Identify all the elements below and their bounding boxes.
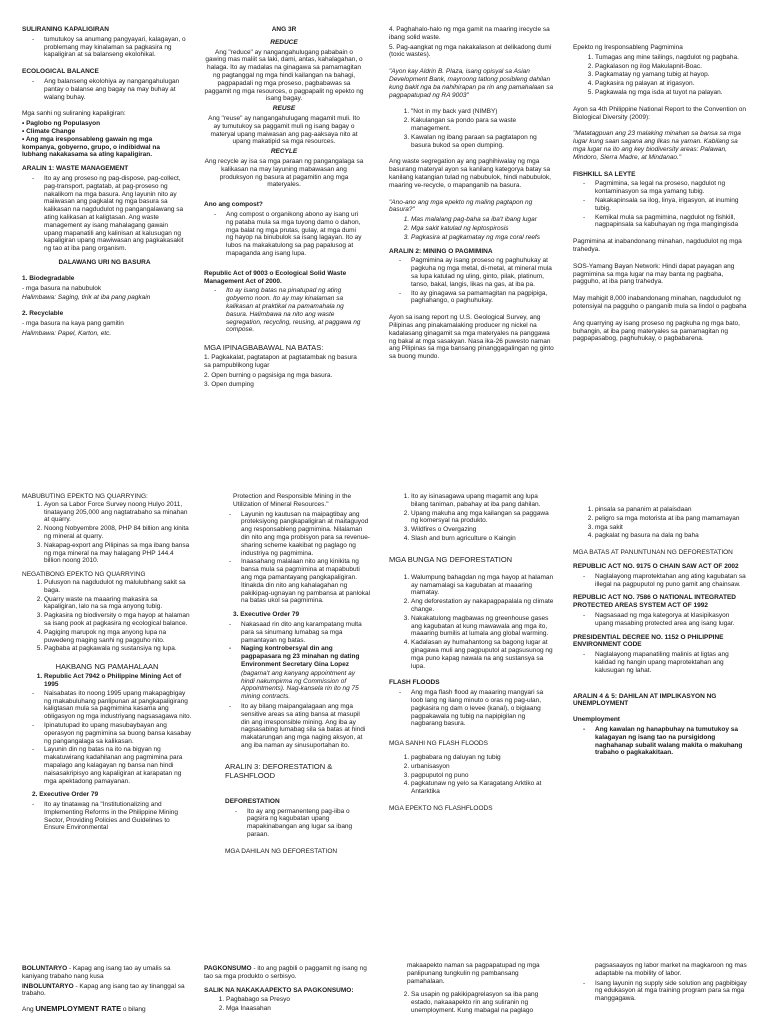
unemployment-list [573,726,749,757]
list-item: 4. Pagiging marupok ng mga anyong lupa na puwedeng maging sanhi ng pagguho nito. [44,629,192,645]
list-item: - Kemikal mula sa pagmimina, nagdulot ng fishkill, nagpapinsala sa kabuhayan ng mga mangingisda [595,214,749,230]
ecological-list [22,78,187,101]
list-item: 4. Pagkasira ng palayan at irigasyon. [595,80,749,88]
deforestation-list [225,808,370,839]
epekto-quote: "Ano-ano ang mga epekto ng maling pagtapon ng basura?" [389,198,533,214]
heading-epekto-iresponsable: Epekto ng Iresponsableng Pagmimina [573,44,683,51]
recyclable-label: 2. Recyclable [22,310,64,318]
heading-aralin45: ARALIN 4 & 5: DAHILAN AT IMPLIKASYON NG UNEMPLOYMENT [573,692,717,708]
list-item: - Naglalayong mapanatiling malinis at ligtas ang kalidad ng hangin upang maprotektahan ang kalusugan ng lahat. [595,651,749,674]
list-item: - Ipinatutupad ito upang masubaybayan ang operasyon ng pagmimina sa buong bansa kasabay ng pangangalaga sa kalikasan. [44,722,192,745]
recycle-text: Ang recycle ay isa sa mga paraan ng pangangalaga sa kalikasan na may layuning mabawasan ang produksyon ng basura at pagamitin ang mga materyales. [204,157,364,189]
heading-mabubuting: MABUBUTING EPEKTO NG QUARRYING: [22,493,148,500]
epekto-flash-list [573,506,749,540]
list-item: - Nakakapinsala sa ilog, linya, irigasyon, at inuming tubig. [595,197,749,213]
list-item: 3. mga sakit [595,524,749,532]
heading-ecological: ECOLOGICAL BALANCE [22,68,99,76]
heading-aralin3: ARALIN 3: DEFORESTATION & FLASHFLOOD [225,761,333,780]
rate-prefix: Ang [22,1006,36,1014]
heading-ra7942: 1. Republic Act 7942 o Philippine Mining Act of 1995 [44,673,192,689]
list-item: 3. pagpuputol ng puno [411,772,555,780]
boluntaryo-label: BOLUNTARYO [22,965,68,972]
aralin1-list [22,175,187,253]
list-item: 2. Noong Nobyembre 2008, PHP 84 billion ang kinita ng mineral at quarry. [44,525,192,541]
list-item: 1. pinsala sa pananim at palaisdaan [595,506,749,514]
top-col-3 [389,26,555,446]
mga-sanhi-list [22,120,187,159]
pd1152-list [573,651,749,674]
boluntaryo-text [22,965,192,981]
reasons-list [389,108,555,149]
item-4: 4. Paghahalo-halo ng mga gamit na maaring irecycle sa ibang solid waste. [389,26,550,41]
heading-hakbang: HAKBANG NG PAMAHALAAN [55,662,159,672]
sensitive-list [225,703,370,750]
ra7586-list [573,612,749,628]
heading-ra9175: REPUBLIC ACT NO. 9175 O CHAIN SAW ACT OF 2002 [573,562,739,570]
list-item: - Ito ay bilang maipangalagaan ang mga sensitive areas sa ating bansa at masupil din ang irresponsible mining. Ang iba ay nagsasabing lumabag sila sa batas at hindi makatarungan ang mga naging aksyon, at ang iba naman ay sinusuportahan ito. [241,703,370,750]
list-item: - Layunin din ng batas na ito na bigyan ng makatuwirang kadahilanan ang pagmimina para mapalago ang kalagayan ng bansa nan hindi naisasakripisyo ang kapaligiran at karapatan ng mga apektadong pamayanan. [44,746,192,785]
biodegradable-desc: - mga basura na nabubulok [22,284,102,292]
recyclable-example: Halimbawa: Papel, Karton, etc. [22,329,112,337]
ayon-text: Ayon sa 4th Philippine National Report to the Convention on Biological Diversity (2009): [573,105,746,121]
list-item: - Isang layunin ng supply side solution ang pagbibigay ng edukasyon at mga training program para sa mga manggagawa. [595,980,749,1003]
rate-label: UNEMPLOYMENT RATE [35,1004,122,1014]
list-item: 1. Pagkakalat, pagtatapon at pagtatambak ng basura sa pampublikong lugar [204,354,357,369]
bottom-col3-text: makaapekto naman sa pagpapatupad ng mga panlipunang tungkulin ng pambansang pamahalaan. [407,962,540,985]
heading-salik: SALIK NA NAKAKAAPEKTO SA PAGKONSUMO: [204,986,354,994]
list-item: - Ito ay ang proseso ng pag-dispose, pag-collect, pag-transport, pagtatab, at pag-proseso ng nakalikom na mga basura. Ang layunin nito ay maiiwasan ang pagkalat ng mga basura sa kalikasan na nagdudulot ng pangangalawang sa ating kalikasan at kaligtasan. Ang waste management ay isang mahalagang gawain upang mapanatili ang kalinisan at kalusugan ng kapaligiran upang mawiwasan ang pagkakasakit ng tao at iba pang organism. [44,175,187,253]
pagkonsumo-desc: - ito ang pagbili o paggamit ng isang ng tao sa mga produkto o serbisyo. [204,965,367,980]
sanhi-flash-list [389,754,555,796]
bottom-col-2 [204,965,372,1023]
list-item: 3. Pagkasira ng biodiversity o mga hayop at halaman sa isang pook at pagkasira ng ecological balance. [44,612,192,628]
heading-aralin2: ARALIN 2: MINING O PAGMIMINA [389,247,493,255]
dahilan-list [389,493,555,543]
flash-list [389,689,555,728]
heading-unemployment: Unemployment [573,716,620,724]
recyclable-desc: - mga basura na kaya pang gamitin [22,319,124,327]
epekto-list [573,54,749,97]
list-item: 3. Open dumping [204,381,254,389]
eo79-3-list [225,621,370,669]
list-item: • Climate Change [22,127,76,135]
list-item: 1. "Not in my back yard (NIMBY) [411,108,555,116]
list-item: 1. Tumagas ang mine tailings, nagdulot ng pagbaha. [595,54,749,62]
boluntaryo-desc: - Kapag ang isang tao ay umalis sa kaniyang trabaho nang kusa [22,965,171,980]
pagkonsumo-text [204,965,372,981]
inboluntaryo-text [22,983,192,999]
heading-reduce: REDUCE [270,38,298,46]
bottom-col-4 [573,962,749,1023]
eo79-cont-list [225,511,370,606]
list-item: - Naisabatas ito noong 1995 upang makapagbigay ng makabuluhang panlipunan at pangkapaligirang kaligtasan mula sa pagmimina kasama ang obligasyon ng mga industriyang nagsasagawa nito. [44,690,192,721]
list-item: 5. Pagkawala ng mga isda at tuyot na palayan. [595,89,749,97]
paragraph: Ang quarrying ay isang proseso ng pagkuha ng mga bato, buhangin, at iba pang materyales sa pamamagitan ng pagpapasabog, paghuhukay, o pagbabarena. [573,319,740,343]
heading-dahilan: MGA DAHILAN NG DEFORESTATION [225,847,338,855]
heading-reuse: REUSE [272,105,296,113]
heading-compost: Ano ang compost? [204,201,263,209]
list-item: 2. Open burning o pagsisiga ng mga basura. [204,371,333,379]
list-item: 2. Pagkalason ng ilog Makulapnit-Boac. [595,63,749,71]
usgs-text: Ayon sa isang report ng U.S. Geological Survey, ang Pilipinas ang pinakamalaking producer ng nickel na kadalasang ginagamit sa mga materyales na panggawa ng bakal at mga sasakyan. Nasa ika-26 puwesto naman ang Pilipinas sa mga bansang pinanggagalingan ng ginto sa buong mundo. [389,314,554,361]
fishkill-list [573,180,749,229]
list-item: 3. Kawalan ng ibang paraan sa pagtatapon ng basura bukod sa open dumping. [411,134,555,150]
inboluntaryo-desc: - Kapag ang isang tao ay tinanggal sa trabaho. [22,982,185,998]
biodegradable-example: Halimbawa: Saging, tirik at iba pang pagkain [22,294,151,302]
suliranin-list [22,36,187,59]
item-5: 5. Pag-aangkat ng mga nakakalason at delikadong dumi (toxic wastes). [389,43,552,59]
list-item: - Naging kontrobersyal din ang pagpapasara ng 23 minahan ng dating Environment Secretary Gina Lopez [241,645,370,668]
heading-bunga: MGA BUNGA NG DEFORESTATION [389,554,513,564]
compost-list [204,211,364,258]
heading-eo79-3: 3. Executive Order 79 [233,611,300,619]
paragraph: Pagmimina at inabandonang minahan, nagdudulot ng mga trahedya. [573,238,742,253]
rate-suffix: o bilang [121,1006,146,1014]
list-item: - Ito ay isang batas na pinatupad ng ating gobyerno noon. Ito ay may kinalaman sa kalikasan at praktikal na pamamahala ng basura. Halimbawa na nito ang waste segregation, recycling, reusing, at paggawa ng compose. [226,287,364,334]
list-item: - Pagmimina, sa legal na proseso, nagdulot ng kontaminasyon sa mga yamang tubig. [595,180,749,196]
heading-sanhi-flash: MGA SANHI NG FLASH FLOODS [389,740,488,748]
list-item: 2. Mga Inaasahan [226,1005,372,1013]
unemployment-rate-text [22,1004,192,1014]
list-item: 1. Mas malalang pag-baha sa iba't ibang lugar [411,216,555,224]
list-item: 1. Ayon sa Labor Force Survey noong Hulyo 2011, tinatayang 205,000 ang nagtatrabaho sa minahan at quarry. [44,501,192,524]
list-item: 2. Kakulangan sa pondo para sa waste management. [411,117,555,133]
bottom-col4-text: pagsasaayos ng labor market na magkaroon ng mas adaptable na mobility of labor. [595,962,747,977]
bunga-list [389,574,555,671]
list-item: 2. Upang makuha ang mga kailangan sa paggawa ng komersyal na produkto. [411,510,555,526]
heading-flash-floods: FLASH FLOODS [389,679,440,687]
list-item: 2. Quarry waste na maaaring makasira sa kapaligiran, lalo na sa mga anyong tubig. [44,596,192,612]
list-item: 4. pagkatunaw ng yelo sa Karagatang Arktiko at Antarktika [411,780,555,796]
heading-ang-3r: ANG 3R [271,26,297,33]
list-item: 3. Pagkasira at pagkamatay ng mga coral reefs [411,234,555,242]
list-item: 2. Ang deforestation ay nakapagpapalala ng climate change. [411,598,555,614]
list-item: 2. urbanisasyon [411,763,555,771]
ipinagbabawal-list [204,354,364,389]
ra9003-list [204,287,364,334]
pagkonsumo-label: PAGKONSUMO [204,965,252,972]
bottom-col3-list [389,991,555,1014]
mabubuting-list [22,501,192,565]
top-col-4 [573,44,749,444]
list-item: 2. Sa usapin ng pakikipagrelasyon sa iba pang estado, nakaaapekto rin ang suliranin ng unemployment. Kung mabagal na paglago [411,991,555,1014]
list-item: - Ang mga flash flood ay maaaring mangyari sa loob lang ng ilang minuto o oras ng pag-ulan, pagkasira ng dam o levee (kanal), o biglaang pagpakawala ng tubig na napipigilan ng nagbarang basura. [411,689,555,728]
mid-col-3 [389,493,555,893]
salik-list [204,996,372,1013]
list-item: 1. Pagbabago sa Presyo [226,996,372,1004]
list-item: - Ito ay ginagawa sa pamamagitan na pagpipiga, paghahango, o paghuhukay. [411,290,555,306]
minahan-quote: "Matatagpuan ang 23 malaking minahan sa bansa sa mga lugar kung saan sagana ang likas na yaman. Kabilang sa mga lugar na ito ang key biodiversity areas: Palawan, Mindoro, Sierra Madre, at Mindanao." [573,130,741,161]
paragraph: SOS-Yamang Bayan Network: Hindi dapat payagan ang pagmimina sa mga lugar na may banta ng pagbaha, pagguho, at iba pang trahedya. [573,262,735,286]
list-item: 5. Pagbaba at pagkawala ng sustansiya ng lupa. [44,645,192,653]
list-item: 2. peligro sa mga motorista at iba pang mamamayan [595,515,749,523]
list-item: - Layunin ng kautusan na maipagtibay ang proteksiyong pangkapaligiran at maitaguyod ang responsableng pagmimina. Nilalaman din nito ang mga probisyon para sa revenue-sharing scheme kaakibat ng paglago ng industriya ng pagmimina. [241,511,370,558]
list-item: 4. Slash and burn agriculture o Kaingin [411,535,555,543]
heading-deforestation: DEFORESTATION [225,797,280,805]
paragraph: May mahigit 8,000 inabandonang minahan, nagdudulot ng potensiyal na pagguho o panganib mula sa lindol o pagbaha [573,295,747,310]
heading-dalawang-uri: DALAWANG URI NG BASURA [58,258,151,266]
mid-col-4 [573,506,749,906]
list-item: - Nagsasaad ng mga kategorya at klasipikasyon upang masabing protected area ang isang lugar. [595,612,749,628]
eo79-list [22,801,192,832]
effects-list [389,216,555,241]
heading-epekto-flash: MGA EPEKTO NG FLASHFLOODS [389,804,493,812]
list-item: • Paglobo ng Populasyon [22,120,101,128]
mid-col-2 [225,493,370,893]
list-item: - Naglalayong maprotektahan ang ating kagubatan sa illegal na pagpuputol ng puno gamit ang chainsaw. [595,573,749,589]
heading-suliranin: SULIRANING KAPALIGIRAN [22,26,109,33]
list-item: 3. Nakakatulong magbawas ng greenhouse gases ang kagubatan at kung mawawala ang mga ito, maaaring bumilis at lumala ang global warming. [411,615,555,638]
list-item: • Ang mga iresponsableng gawain ng mga kompanya, gobyerno, grupo, o indibidwal na lubhang nakakasama sa ating kapaligiran. [22,135,160,159]
heading-pd1152: PRESIDENTIAL DECREE NO. 1152 O PHILIPPINE ENVIRONMENT CODE [573,633,724,649]
continued-text: Protection and Responsible Mining in the Utilization of Mineral Resources." [233,493,352,508]
list-item: 1. pagbabara ng daluyan ng tubig [411,754,555,762]
list-item: 3. Nakapag-export ang Pilipinas sa mga ibang bansa ng mga mineral na may halagang PHP 144.4 billion noong 2010. [44,542,192,565]
list-item: - Ang kawalan ng hanapbuhay na tumutukoy sa kalagayan ng isang tao na pursigidong naghahanap subalit walang makita o makuhang trabaho o pagkakakitaan. [595,726,749,757]
ra9175-list [573,573,749,589]
bottom-col4-list [573,980,749,1003]
negatibong-list [22,579,192,653]
biodegradable-label: 1. Biodegradable [22,274,75,282]
segregation-text: Ang waste segregation ay ang paghihiwalay ng mga basurang materyal ayon sa kanilang kategorya batay sa kanilang katangian tulad ng nabubulok, hindi nabubulok, maaring ve-recycle, o mapanganib na basura. [389,158,551,189]
top-col-1 [22,26,187,446]
heading-aralin1: ARALIN 1: WASTE MANAGEMENT [22,165,129,173]
ra7942-list [22,690,192,786]
heading-batas: MGA BATAS AT PANUNTUNAN NG DEFORESTATION [573,549,733,557]
list-item: - Ang balanseng ekolohiya ay nangangahulugan pantay o balanse ang bagay na may buhay at walang buhay. [44,78,187,101]
heading-ipinagbabawal: MGA IPINAGBABAWAL NA BATAS: [204,343,324,353]
mga-sanhi-label: Mga sanhi ng suliraning kapaligiran: [22,110,126,118]
mid-col-1 [22,493,192,925]
heading-negatibong: NEGATIBONG EPEKTO NG QUARRYING [22,571,146,579]
aralin2-list [389,257,555,305]
reuse-text: Ang "reuse" ay nangangahulugang magamit muli. Ito ay tumutukoy sa paggamit muli ng isang bagay o materyal upang maiwasan ang pag-aaksaya nito at upang makatipid sa mga resources. [208,114,360,146]
list-item: 3. Pagkamatay ng yamang tubig at hayop. [595,71,749,79]
heading-ra7586: REPUBLIC ACT NO. 7586 O NATIONAL INTEGRATED PROTECTED AREAS SYSTEM ACT OF 1992 [573,594,736,610]
list-item: - tumutukoy sa anumang pangyayari, kalagayan, o problemang may kinalaman sa pagkasira ng kapaligiran at sa balanseng ekolohikal. [44,36,187,59]
plaza-quote: "Ayon kay Aldrin B. Plaza, isang opisyal sa Asian Development Bank, mayroong tatlong posibleng dahilan kung bakit nga ba nahihirapan pa rin ang pamahalaan sa pagpapatupad ng RA 9003" [389,68,554,99]
top-col-2 [204,26,364,446]
heading-fishkill: FISHKILL SA LEYTE [573,170,636,178]
list-item: - Ito ay ang permanenteng pag-iiba o pagsira ng kagubatan upang mapakinabangan ang lugar sa ibang paraan. [247,808,370,839]
bottom-col-1 [22,965,192,1023]
list-item: 1. Walumpung bahagdan ng mga hayop at halaman ay namamalagi sa kagubatan at maaaring mamatay. [411,574,555,597]
list-item: 2. Mga sakit katulad ng leptospirosis [411,225,555,233]
list-item: 1. Pulusyon na nagdudulot ng malulubhang sakit sa baga. [44,579,192,595]
list-item: - Pagmimina ay isang proseso ng paghuhukay at pagkuha ng mga metal, di-metal, at mineral mula sa lupa katulad ng uling, ginto, pilak, platinum, tanso, bakal, langis, likas na gas, at iba pa. [411,257,555,288]
heading-recycle: RECYLE [270,148,298,156]
list-item: - Ito ay tinatawag na "Institutionalizing and Implementing Reforms in the Philippine Mining Sector, Providing Policies and Guidelines to Ensure Environmental [44,801,192,832]
inboluntaryo-label: INBOLUNTARYO [22,982,74,990]
heading-ra9003: Republic Act of 9003 o Ecological Solid Waste Management Act of 2000. [204,269,347,285]
gina-italic: (bagama't ang kanyang appointment ay hindi nakumpirma ng Commission of Appointments). Nag-kansela rin ito ng 75 mining contracts. [241,669,359,701]
list-item: 4. Kadalasan ay humahantong sa bagong lugar at ginagawa muli ang pagpuputol at pagsusunog ng mga puno kapag nawala na ang sustansya sa lupa. [411,639,555,670]
list-item: - Nakasaad rin dito ang karampatang multa para sa sinumang lumabag sa mga pamantayan ng batas. [241,621,370,644]
reduce-text: Ang "reduce" ay nangangahulugang pababain o gawing mas maliit sa laki, dami, antas, kahalagahan, o halaga. Ito ay madalas na ginagawa sa pamamagitan ng pagtanggal ng mga hindi kailangan na bahagi, pagpapadali ng mga proseso, pagbabawas sa paggamit ng mga resources, o pagpapalit ng epekto ng isang bagay. [204,48,364,103]
ra7942-title-list [22,673,192,689]
heading-eo79: 2. Executive Order 79 [32,791,99,799]
bottom-col-3 [389,962,555,1023]
list-item: 3. Wildfires o Overgazing [411,526,555,534]
list-item: - Inaasahang malalaan nito ang kinikita ng bansa mula sa pagmimina at mapabubuti ang mga pamantayang pangkapaligiran. Itinakda din nito ang kahalagahan ng pakikipag-ugnayan ng pambansa at panlokal na batas ukol sa pagmimina. [241,558,370,605]
list-item: 4. pagkalat ng basura na dala ng baha [595,532,749,540]
list-item: - Ang compost o organikong abono ay isang uri ng pataba mula sa mga tuyong damo o dahon, mga balat ng mga prutas, gulay, at mga dumi ng hayop na binubulok sa isang lagayan. Ito ay lubos na makakatulong sa pag papalusog at mapaganda ang isang lupa. [226,211,364,258]
list-item: 1. Ito ay isinasagawa upang magamit ang lupa bilang taniman, pabahay at iba pang dahilan. [411,493,555,509]
gina-text [225,670,370,701]
